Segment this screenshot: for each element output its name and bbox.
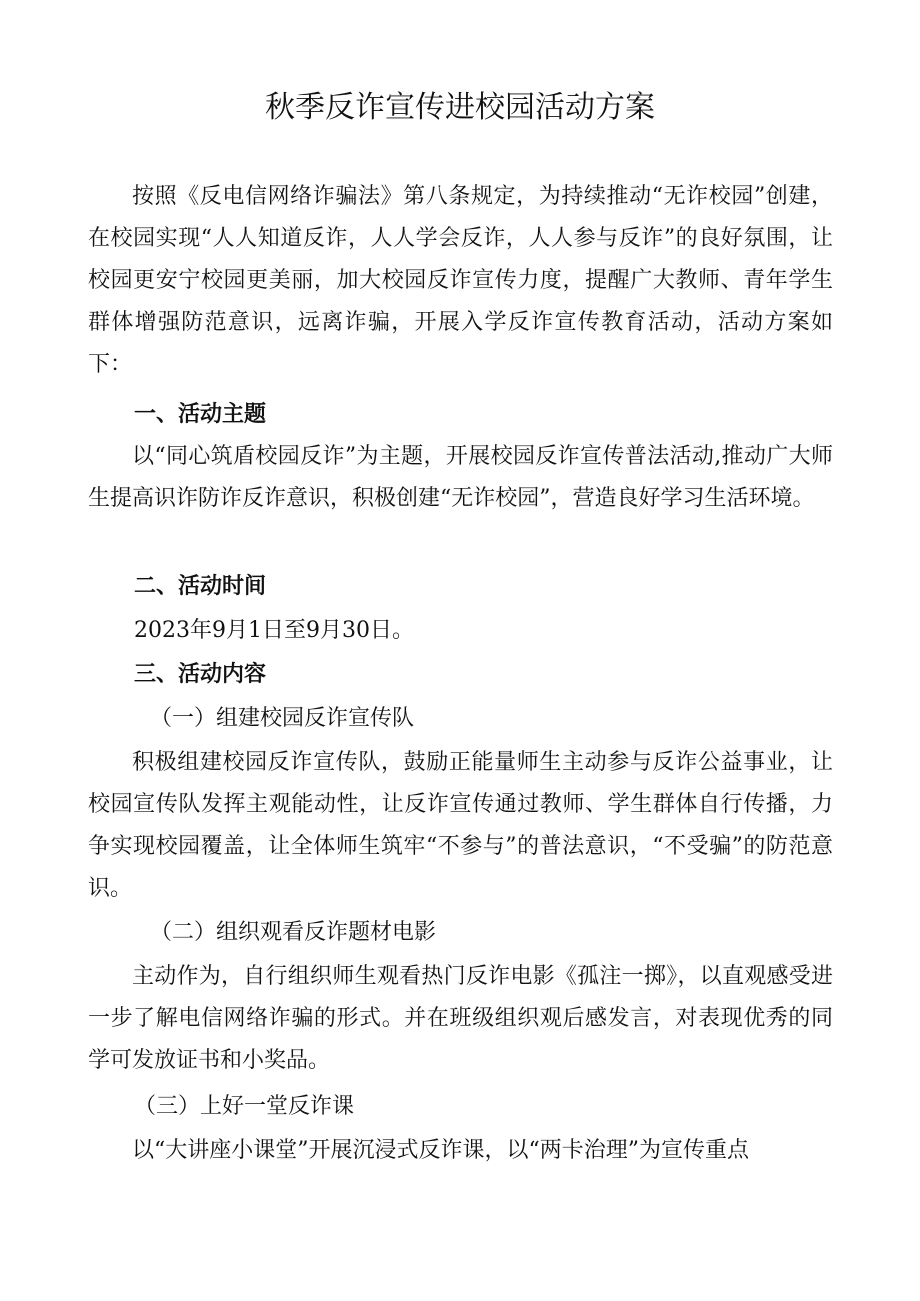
subsection-text-movie: 主动作为，自行组织师生观看热门反诈电影《孤注一掷》，以直观感受进一步了解电信网络诈骗的形式。并在班级组织观后感发言，对表现优秀的同学可发放证书和小奖品。 (88, 964, 833, 1073)
subsection-heading-team: （一）组建校园反诈宣传队 (150, 706, 415, 731)
section-heading-time: 二、活动时间 (134, 574, 267, 599)
section-heading-content: 三、活动内容 (134, 662, 267, 687)
subsection-heading-class: （三）上好一堂反诈课 (134, 1094, 355, 1119)
section-text-time: 2023年9月1日至9月30日。 (134, 618, 414, 643)
subsection-text-team: 积极组建校园反诈宣传队，鼓励正能量师生主动参与反诈公益事业，让校园宣传队发挥主观能动性，让反诈宣传通过教师、学生群体自行传播，力争实现校园覆盖，让全体师生筑牢“不参与”的普法意识，“不受骗”的防范意识。 (88, 750, 833, 901)
subsection-heading-movie: （二）组织观看反诈题材电影 (150, 920, 437, 945)
document-title: 秋季反诈宣传进校园活动方案 (265, 90, 655, 125)
section-text-theme: 以“同心筑盾校园反诈”为主题，开展校园反诈宣传普法活动,推动广大师生提高识诈防诈反诈意识，积极创建“无诈校园”，营造良好学习生活环境。 (88, 444, 833, 511)
intro-paragraph: 按照《反电信网络诈骗法》第八条规定，为持续推动“无诈校园”创建，在校园实现“人人知道反诈，人人学会反诈，人人参与反诈”的良好氛围，让校园更安宁校园更美丽，加大校园反诈宣传力度，提醒广大教师、青年学生群体增强防范意识，远离诈骗，开展入学反诈宣传教育活动，活动方案如下： (88, 184, 833, 377)
subsection-text-class: 以“大讲座小课堂”开展沉浸式反诈课，以“两卡治理”为宣传重点 (132, 1138, 749, 1163)
section-heading-theme: 一、活动主题 (134, 402, 267, 427)
